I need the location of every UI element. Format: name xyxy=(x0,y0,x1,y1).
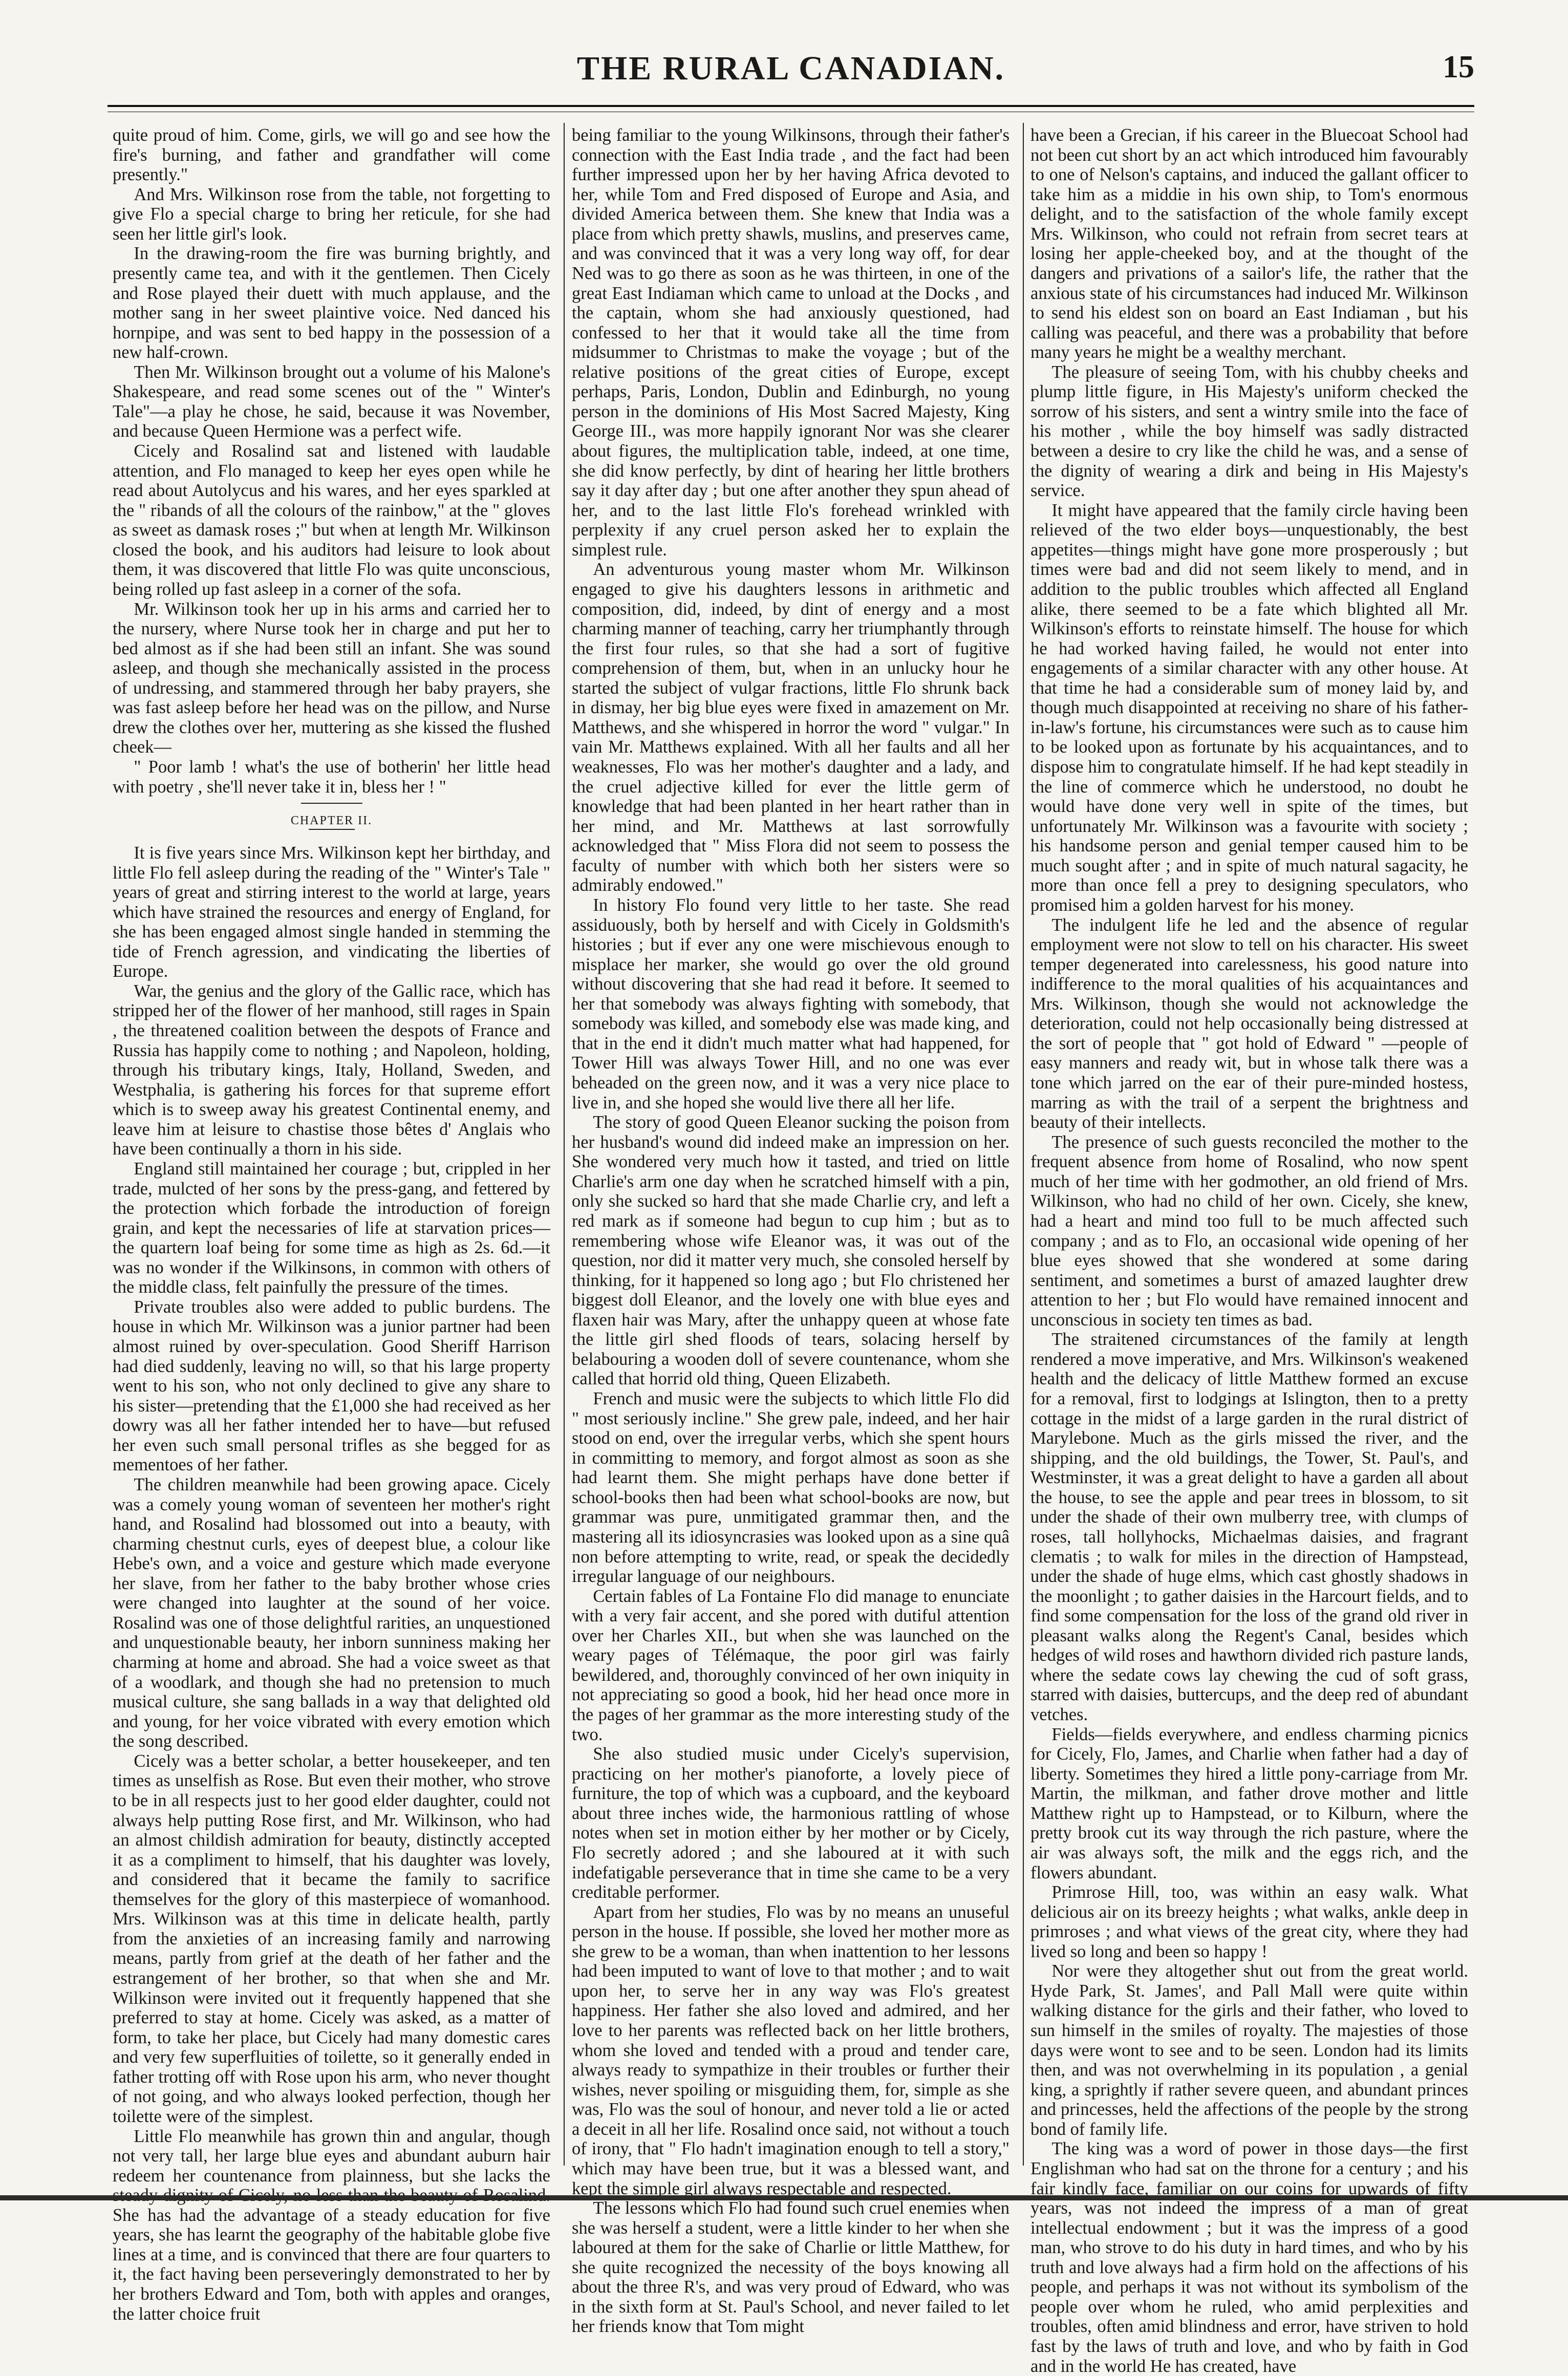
body-paragraph: In the drawing-room the fire was burning brightly, and presently came tea, and with it the gentlemen. Then Cicely and Rose played their duett with much applause, and the mother sang in her sweet plaintive voice. Ned danced his hornpipe, and was sent to bed happy in the possession of a new half-crown. xyxy=(113,244,550,362)
body-paragraph: Private troubles also were added to public burdens. The house in which Mr. Wilkinson was a junior partner had been almost ruined by over-speculation. Good Sheriff Harrison had died suddenly, leaving no will, so that his large property went to his son, who not only declined to give any share to his sister—pretending that the £1,000 she had received as her dowry was all her father intended her to have—but refused her even such small personal trifles as she begged for as mementoes of her father. xyxy=(113,1297,550,1475)
body-paragraph: England still maintained her courage ; but, crippled in her trade, mulcted of her sons by the press-gang, and fettered by the protection which forbade the introduction of foreign grain, and kept the necessaries of life at starvation prices—the quartern loaf being for some time as high as 2s. 6d.—it was no wonder if the Wilkinsons, in common with others of the middle class, felt painfully the pressure of the times. xyxy=(113,1159,550,1297)
body-paragraph: Cicely was a better scholar, a better housekeeper, and ten times as unselfish as Rose. But even their mother, who strove to be in all respects just to her good elder daughter, could not always help putting Rose first, and Mr. Wilkinson, who had an almost childish admiration for beauty, distinctly accepted it as a compliment to himself, that his daughter was lovely, and considered that it became the family to sacrifice themselves for the glory of this masterpiece of womanhood. Mrs. Wilkinson was at this time in delicate health, partly from the anxieties of an increasing family and narrowing means, partly from grief at the death of her father and the estrangement of her brother, so that when she and Mr. Wilkinson were invited out it frequently happened that she preferred to stay at home. Cicely was asked, as a matter of form, to take her place, but Cicely had many domestic cares and very few superfluities of toilette, so it generally ended in father trotting off with Rose upon his arm, who never thought of not going, and who always looked perfection, though her toilette were of the simplest. xyxy=(113,1751,550,2126)
header-rule-thick xyxy=(108,105,1474,107)
body-paragraph: being familiar to the young Wilkinsons, through their father's connection with the East India trade , and the fact had been further impressed upon her by her having Africa devoted to her, while Tom and Fred disposed of Europe and Asia, and divided America between them. She knew that India was a place from which pretty shawls, muslins, and preserves came, and was convinced that it was a very long way off, for dear Ned was to go there as soon as he was thirteen, in one of the great East Indiaman which came to unload at the Docks , and the captain, whom she had anxiously questioned, had confessed to her that it would take all the time from midsummer to Christmas to make the voyage ; but of the relative positions of the great cities of Europe, except perhaps, Paris, London, Dublin and Edinburgh, no young person in the dominions of His Most Sacred Majesty, King George III., was more happily ignorant Nor was she clearer about figures, the multiplication table, indeed, at one time, she did know perfectly, by dint of hearing her little brothers say it day after day ; but one after another they spun ahead of her, and to the last little Flo's forehead wrinkled with perplexity if any cruel person asked her to explain the simplest rule. xyxy=(572,125,1009,560)
page-number: 15 xyxy=(1443,50,1474,84)
page-bottom-rule xyxy=(0,2195,1568,2200)
body-paragraph: The lessons which Flo had found such cruel enemies when she was herself a student, were a little kinder to her when she laboured at them for the sake of Charlie or little Matthew, for she quite recognized the necessity of the boys knowing all about the three R's, and was very proud of Edward, who was in the sixth form at St. Paul's School, and never failed to let her friends know that Tom might xyxy=(572,2198,1009,2337)
body-paragraph: Nor were they altogether shut out from the great world. Hyde Park, St. James', and Pall Mall were quite within walking distance for the girls and their father, who loved to sun himself in the smiles of royalty. The majesties of those days were wont to see and to be seen. London had its limits then, and was not overwhelming in its population , a genial king, a sprightly if rather severe queen, and abundant princes and princesses, held the affections of the people by the strong bond of family life. xyxy=(1030,1961,1468,2139)
body-paragraph: It is five years since Mrs. Wilkinson kept her birthday, and little Flo fell asleep during the reading of the " Winter's Tale " years of great and stirring interest to the world at large, years which have strained the resources and energy of England, for she has been engaged almost single handed in stemming the tide of French agression, and vindicating the liberties of Europe. xyxy=(113,843,550,981)
body-paragraph: It might have appeared that the family circle having been relieved of the two elder boys—unquestionably, the best appetites—things might have gone more prosperously ; but times were bad and did not seem likely to mend, and in addition to the public troubles which affected all England alike, there seemed to be a fate which blighted all Mr. Wilkinson's efforts to reinstate himself. The house for which he had worked having failed, he would not enter into engagements of a similar character with any other house. At that time he had a considerable sum of money laid by, and though much disappointed at receiving no share of his father-in-law's fortune, his circumstances were such as to cause him to be looked upon as fortunate by his acquaintances, and to dispose him to congratulate himself. If he had kept steadily in the line of commerce which he understood, no doubt he would have done very well in spite of the times, but unfortunately Mr. Wilkinson was a favourite with society ; his handsome person and genial temper caused him to be much sought after ; and in spite of much natural sagacity, he more than once fell a prey to designing speculators, who promised him a golden harvest for his money. xyxy=(1030,500,1468,915)
body-paragraph: The presence of such guests reconciled the mother to the frequent absence from home of Rosalind, who now spent much of her time with her godmother, an old friend of Mrs. Wilkinson, who had no child of her own. Cicely, she knew, had a heart and mind too full to be much affected such company ; and as to Flo, an occasional wide opening of her blue eyes showed that she wondered at some daring sentiment, and sometimes a burst of amazed laughter drew attention to her ; but Flo would have remained innocent and unconscious in society ten times as bad. xyxy=(1030,1132,1468,1330)
body-paragraph: The story of good Queen Eleanor sucking the poison from her husband's wound did indeed make an impression on her. She wondered very much how it tasted, and tried on little Charlie's arm one day when he scratched himself with a pin, only she sucked so hard that she made Charlie cry, and left a red mark as if someone had begun to cup him ; but as to remembering whose wife Eleanor was, it was out of the question, nor did it matter very much, she consoled herself by thinking, for it happened so long ago ; but Flo christened her biggest doll Eleanor, and the lovely one with blue eyes and flaxen hair was Mary, after the unhappy queen at whose fate the little girl shed floods of tears, solacing herself by belabouring a wooden doll of severe countenance, whom she called that horrid old thing, Queen Elizabeth. xyxy=(572,1112,1009,1389)
body-paragraph: quite proud of him. Come, girls, we will go and see how the fire's burning, and father and grandfather will come presently." xyxy=(113,125,550,185)
body-paragraph: The pleasure of seeing Tom, with his chubby cheeks and plump little figure, in His Majesty's uniform checked the sorrow of his sisters, and sent a wintry smile into the face of his mother , while the boy himself was sadly distracted between a desire to cry like the child he was, and a sense of the dignity of wearing a dirk and being in His Majesty's service. xyxy=(1030,362,1468,501)
page-header xyxy=(108,49,1474,100)
column-divider xyxy=(1023,123,1024,2166)
body-paragraph: Primrose Hill, too, was within an easy walk. What delicious air on its breezy heights ; what walks, ankle deep in primroses ; and what views of the great city, where they had lived so long and been so happy ! xyxy=(1030,1882,1468,1961)
text-column-middle xyxy=(572,125,1009,2337)
body-paragraph: French and music were the subjects to which little Flo did " most seriously incline." She grew pale, indeed, and her hair stood on end, over the irregular verbs, which she spent hours in committing to memory, and forgot almost as soon as she had learnt them. She might perhaps have done better if school-books then had been what school-books are now, but grammar was pure, unmitigated grammar then, and the mastering all its idiosyncrasies was looked upon as a sine quâ non before attempting to write, read, or speak the decidedly irregular language of our neighbours. xyxy=(572,1389,1009,1587)
section-end-rule xyxy=(301,803,362,804)
body-paragraph: And Mrs. Wilkinson rose from the table, not forgetting to give Flo a special charge to bring her reticule, for she had seen her little girl's look. xyxy=(113,184,550,244)
body-paragraph: Fields—fields everywhere, and endless charming picnics for Cicely, Flo, James, and Charlie when father had a day of liberty. Sometimes they hired a little pony-carriage from Mr. Martin, the milkman, and father drove mother and little Matthew right up to Hampstead, or to Kilburn, where the pretty brook cut its way through the rich pasture, where the air was always soft, the milk and the eggs rich, and the flowers abundant. xyxy=(1030,1724,1468,1882)
text-column-left xyxy=(113,125,550,2324)
column-divider xyxy=(564,123,565,2166)
body-paragraph: The king was a word of power in those days—the first Englishman who had sat on the throne for a century ; and his fair kindly face, familiar on our coins for upwards of fifty years, was not indeed the impress of a man of great intellectual endowment ; but it was the impress of a good man, who strove to do his duty in hard times, and who by his truth and love always had a firm hold on the affections of his people, and perhaps it was not without its symbolism of the people over whom he ruled, who amid perplexities and troubles, often amid blindness and error, have striven to hold fast by the laws of truth and love, and who by faith in God and in the world He has created, have xyxy=(1030,2139,1468,2376)
body-paragraph: " Poor lamb ! what's the use of botherin' her little head with poetry , she'll never take it in, bless her ! " xyxy=(113,757,550,797)
body-paragraph: Then Mr. Wilkinson brought out a volume of his Malone's Shakespeare, and read some scenes out of the " Winter's Tale"—a play he chose, he said, because it was November, and because Queen Hermione was a perfect wife. xyxy=(113,362,550,441)
text-column-right xyxy=(1030,125,1468,2376)
body-paragraph: Certain fables of La Fontaine Flo did manage to enunciate with a very fair accent, and she pored with dutiful attention over her Charles XII., but when she was launched on the weary pages of Télémaque, the poor girl was fairly bewildered, and, thoroughly convinced of her own iniquity in not appreciating so good a book, hid her head once more in the pages of her grammar as the more interesting study of the two. xyxy=(572,1586,1009,1744)
masthead-title: THE RURAL CANADIAN. xyxy=(576,50,1005,87)
body-paragraph: In history Flo found very little to her taste. She read assiduously, both by herself and with Cicely in Goldsmith's histories ; but if ever any one were mischievous enough to misplace her marker, she would go over the old ground without discovering that she had read it before. It seemed to her that somebody was always fighting with somebody, that somebody was killed, and somebody else was made king, and that in the end it didn't much matter what had happened, for Tower Hill was always Tower Hill, and no one was ever beheaded on the green now, and it was a very nice place to live in, and she hoped she would live there all her life. xyxy=(572,895,1009,1112)
body-paragraph: have been a Grecian, if his career in the Bluecoat School had not been cut short by an act which introduced him favourably to one of Nelson's captains, and induced the gallant officer to take him as a middie in his own ship, to Tom's enormous delight, and to the satisfaction of the whole family except Mrs. Wilkinson, who could not refrain from secret tears at losing her apple-cheeked boy, and at the thought of the dangers and privations of a sailor's life, the rather that the anxious state of his circumstances had induced Mr. Wilkinson to send his eldest son on board an East Indiaman , but his calling was peaceful, and there was a probability that before many years he might be a wealthy merchant. xyxy=(1030,125,1468,362)
body-paragraph: Mr. Wilkinson took her up in his arms and carried her to the nursery, where Nurse took her in charge and put her to bed almost as if she had been still an infant. She was sound asleep, and though she mechanically assisted in the process of undressing, and stammered through her baby prayers, she was fast asleep before her head was on the pillow, and Nurse drew the clothes over her, muttering as she kissed the flushed cheek— xyxy=(113,599,550,757)
body-paragraph: Apart from her studies, Flo was by no means an unuseful person in the house. If possible, she loved her mother more as she grew to be a woman, than when inattention to her lessons had been imputed to want of love to that mother ; and to wait upon her, to serve her in any way was Flo's greatest happiness. Her father she also loved and admired, and her love to her parents was reflected back on her little brothers, whom she loved and tended with a proud and tender care, always ready to sympathize in their troubles or further their wishes, never spoiling or misguiding them, for, simple as she was, Flo was the soul of honour, and never told a lie or acted a deceit in all her life. Rosalind once said, not without a touch of irony, that " Flo hadn't imagination enough to tell a story," which may have been true, but it was a blessed want, and kept the simple girl always respectable and respected. xyxy=(572,1902,1009,2198)
body-paragraph: The indulgent life he led and the absence of regular employment were not slow to tell on his character. His sweet temper degenerated into carelessness, his good nature into indifference to the moral qualities of his acquaintances and Mrs. Wilkinson, though she would not acknowledge the deterioration, could not help occasionally being distressed at the sort of people that " got hold of Edward " —people of easy manners and ready wit, but in whose talk there was a tone which jarred on the ear of their pure-minded hostess, marring as with the trail of a serpent the brightness and beauty of their intellects. xyxy=(1030,915,1468,1132)
chapter-heading: CHAPTER II. xyxy=(290,814,373,828)
body-paragraph: She also studied music under Cicely's supervision, practicing on her mother's pianoforte, a lovely piece of furniture, the top of which was a cupboard, and the keyboard about three inches wide, the harmonious rattling of whose notes when set in motion either by her mother or by Cicely, Flo secretly adored ; and she laboured at it with such indefatigable perseverance that in time she came to be a very creditable performer. xyxy=(572,1744,1009,1902)
chapter-heading-rule xyxy=(309,829,355,830)
body-paragraph: Cicely and Rosalind sat and listened with laudable attention, and Flo managed to keep her eyes open while he read about Autolycus and his wares, and her eyes sparkled at the " ribands of all the colours of the rainbow," at the " gloves as sweet as damask roses ;" but when at length Mr. Wilkinson closed the book, and his auditors had leisure to look about them, it was discovered that little Flo was quite unconscious, being rolled up fast asleep in a corner of the sofa. xyxy=(113,441,550,599)
body-paragraph: An adventurous young master whom Mr. Wilkinson engaged to give his daughters lessons in arithmetic and composition, did, indeed, by dint of energy and a most charming manner of teaching, carry her triumphantly through the first four rules, so that she had a sort of fugitive comprehension of them, but, when in an unlucky hour he started the subject of vulgar fractions, little Flo shrunk back in dismay, her big blue eyes were fixed in amazement on Mr. Matthews, and she whispered in horror the word " vulgar." In vain Mr. Matthews explained. With all her faults and all her weaknesses, Flo was her mother's daughter and a lady, and the cruel adjective killed for ever the little germ of knowledge that had been planted in her heart rather than in her mind, and Mr. Matthews at last sorrowfully acknowledged that " Miss Flora did not seem to possess the faculty of number with which both her sisters were so admirably endowed." xyxy=(572,560,1009,895)
body-paragraph: Little Flo meanwhile has grown thin and angular, though not very tall, her large blue eyes and abundant auburn hair redeem her countenance from plainness, but she lacks the steady dignity of Cicely, no less than the beauty of Rosalind. She has had the advantage of a steady education for five years, she has learnt the geography of the habitable globe five lines at a time, and is convinced that there are four quarters to it, the fact having been perseveringly demonstrated to her by her brothers Edward and Tom, both with apples and oranges, the latter choice fruit xyxy=(113,2126,550,2324)
body-paragraph: War, the genius and the glory of the Gallic race, which has stripped her of the flower of her manhood, still rages in Spain , the threatened coalition between the despots of France and Russia has happily come to nothing ; and Napoleon, holding, through his tributary kings, Italy, Holland, Sweden, and Westphalia, is gathering his forces for that supreme effort which is to sweep away his greatest Continental enemy, and leave him at leisure to chastise those bêtes d' Anglais who have been continually a thorn in his side. xyxy=(113,981,550,1159)
body-paragraph: The straitened circumstances of the family at length rendered a move imperative, and Mrs. Wilkinson's weakened health and the delicacy of little Matthew formed an excuse for a removal, first to lodgings at Islington, then to a pretty cottage in the midst of a large garden in the rural district of Marylebone. Much as the girls missed the river, and the shipping, and the old buildings, the Tower, St. Paul's, and Westminster, it was a great delight to have a garden all about the house, to see the apple and pear trees in blossom, to sit under the shade of their own mulberry tree, with clumps of roses, tall hollyhocks, Michaelmas daisies, and fragrant clematis ; to walk for miles in the direction of Hampstead, under the shade of huge elms, which cast ghostly shadows in the moonlight ; to gather daisies in the Harcourt fields, and to find some compensation for the loss of the grand old river in pleasant walks along the Regent's Canal, besides which hedges of wild roses and hawthorn divided rich pasture lands, where the sedate cows lay chewing the cud of soft grass, starred with daisies, buttercups, and the deep red of abundant vetches. xyxy=(1030,1330,1468,1724)
body-paragraph: The children meanwhile had been growing apace. Cicely was a comely young woman of seventeen her mother's right hand, and Rosalind had blossomed out into a beauty, with charming chestnut curls, eyes of deepest blue, a colour like Hebe's own, and a voice and gesture which made everyone her slave, from her father to the baby brother whose cries were changed into laughter at the sound of her voice. Rosalind was one of those delightful rarities, an unquestioned and unquestionable beauty, her inborn sunniness making her charming at home and abroad. She had a voice sweet as that of a woodlark, and though she had no pretension to much musical culture, she sang ballads in a way that delighted old and young, for her voice vibrated with every emotion which the song described. xyxy=(113,1474,550,1751)
